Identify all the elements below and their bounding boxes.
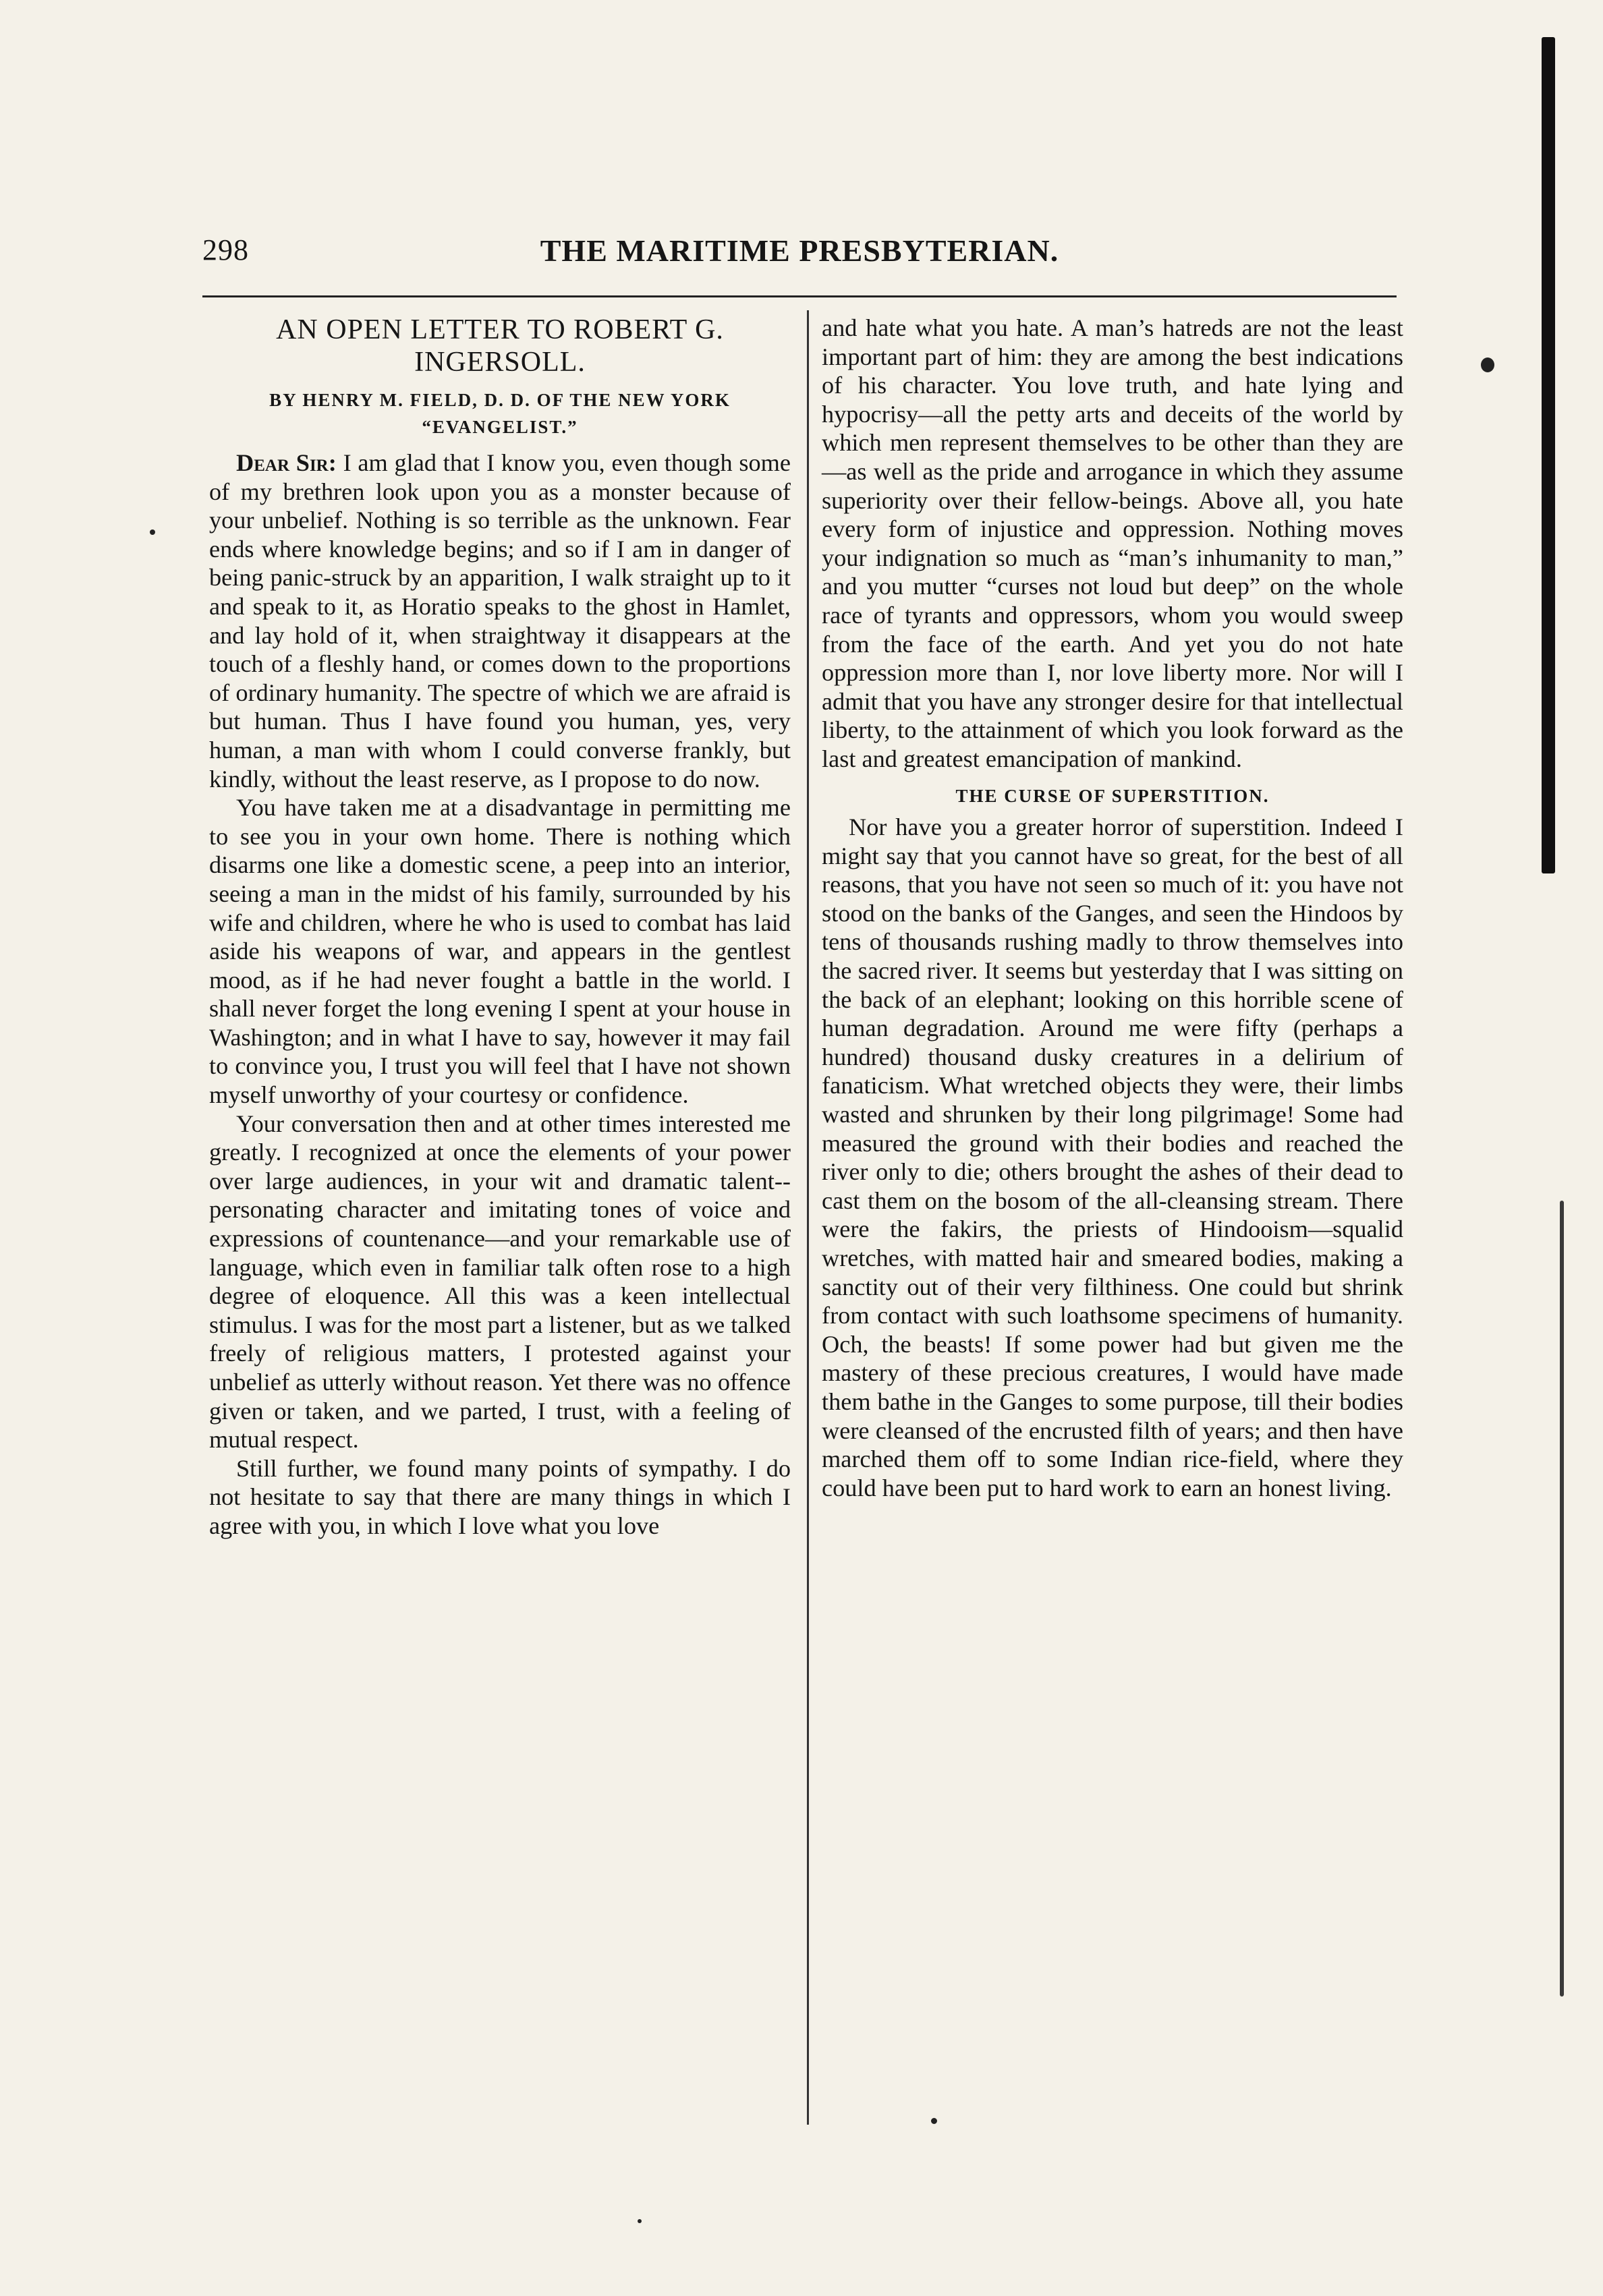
right-column (822, 314, 1403, 1502)
left-column (209, 314, 791, 1541)
journal-title: THE MARITIME PRESBYTERIAN. (540, 233, 1059, 268)
paragraph: Nor have you a greater horror of superstition. Indeed I might say that you cannot have so great, for the best of all reasons, that you have not seen so much of it: you have not stood on the banks of the Ganges, and seen the Hindoos by tens of thousands rushing madly to throw themselves into the sacred river. It seems but yesterday that I was sitting on the back of an elephant; looking on this horrible scene of human degradation. Around me were fifty (perhaps a hundred) thousand dusky creatures in a delirium of fanaticism. What wretched objects they were, their limbs wasted and shrunken by their long pilgrimage! Some had measured the ground with their bodies and reached the river only to die; others brought the ashes of their dead to cast them on the bosom of the all-cleansing stream. There were the fakirs, the priests of Hindooism—squalid wretches, with matted hair and smeared bodies, making a sanctity out of their very filthiness. One could but shrink from contact with such loathsome specimens of humanity. Och, the beasts! If some power had but given me the mastery of these precious creatures, I would have made them bathe in the Ganges to some purpose, till their bodies were cleansed of the encrusted filth of years; and then have marched them off to some Indian rice-field, where they could have been put to hard work to earn an honest living. (822, 813, 1403, 1501)
ink-speck (638, 2219, 642, 2223)
paragraph: Dear Sir: I am glad that I know you, even though some of my brethren look upon you as a monster because of your unbelief. Nothing is so terrible as the unknown. Fear ends where knowledge begins; and so if I am in danger of being panic-struck by an apparition, I walk straight up to it and speak to it, as Horatio speaks to the ghost in Hamlet, and lay hold of it, when straightway it disappears at the touch of a fleshly hand, or comes down to the proportions of ordinary humanity. The spectre of which we are afraid is but human. Thus I have found you human, yes, very human, a man with whom I could converse frankly, but kindly, without the least reserve, as I propose to do now. (209, 449, 791, 793)
ink-speck (150, 529, 155, 535)
scan-edge-shadow (1542, 37, 1555, 873)
paragraph: and hate what you hate. A man’s hatreds are not the least important part of him: they are among the best indications of his character. You love truth, and hate lying and hypocrisy—all the petty arts and deceits of the world by which men represent themselves to be other than they are—as well as the pride and arrogance in which they assume superiority over their fellow-beings. Above all, you hate every form of injustice and oppression. Nothing moves your indignation so much as “man’s inhumanity to man,” and you mutter “curses not loud but deep” on the whole race of tyrants and oppressors, whom you would sweep from the face of the earth. And yet you do not hate oppression more than I, nor love liberty more. Nor will I admit that you have any stronger desire for that intellectual liberty, to the attainment of which you look forward as the last and greatest emancipation of mankind. (822, 314, 1403, 772)
ink-speck (931, 2118, 937, 2124)
scan-edge-shadow-lower (1560, 1201, 1564, 1997)
header-rule (202, 295, 1397, 297)
ink-speck (1481, 357, 1494, 372)
paragraph: Still further, we found many points of sympathy. I do not hesitate to say that there are many things in which I agree with you, in which I love what you love (209, 1454, 791, 1539)
article-byline: BY HENRY M. FIELD, D. D. OF THE NEW YORK “EVANGELIST.” (269, 390, 731, 437)
column-divider (807, 310, 809, 2125)
salutation: Dear Sir: (236, 449, 337, 476)
page-number: 298 (202, 233, 249, 266)
article-title: AN OPEN LETTER TO ROBERT G. INGERSOLL. (276, 314, 724, 378)
paragraph: You have taken me at a disadvantage in permitting me to see you in your own home. There is nothing which disarms one like a domestic scene, a peep into an interior, seeing a man in the midst of his family, surrounded by his wife and children, where he who is used to combat has laid aside his weapons of war, and appears in the gentlest mood, as if he had never fought a battle in the world. I shall never forget the long evening I spent at your house in Washington; and in what I have to say, however it may fail to convince you, I trust you will feel that I have not shown myself unworthy of your courtesy or confidence. (209, 794, 791, 1109)
paragraph: Your conversation then and at other times interested me greatly. I recognized at once the elements of your power over large audiences, in your wit and dramatic talent--personating character and imitating tones of voice and expressions of countenance—and your remarkable use of language, which even in familiar talk often rose to a high degree of eloquence. All this was a keen intellectual stimulus. I was for the most part a listener, but as we talked freely of religious matters, I protested against your unbelief as utterly without reason. Yet there was no offence given or taken, and we parted, I trust, with a feeling of mutual respect. (209, 1110, 791, 1454)
section-subheading: THE CURSE OF SUPERSTITION. (955, 785, 1270, 806)
page-header (202, 233, 1397, 280)
